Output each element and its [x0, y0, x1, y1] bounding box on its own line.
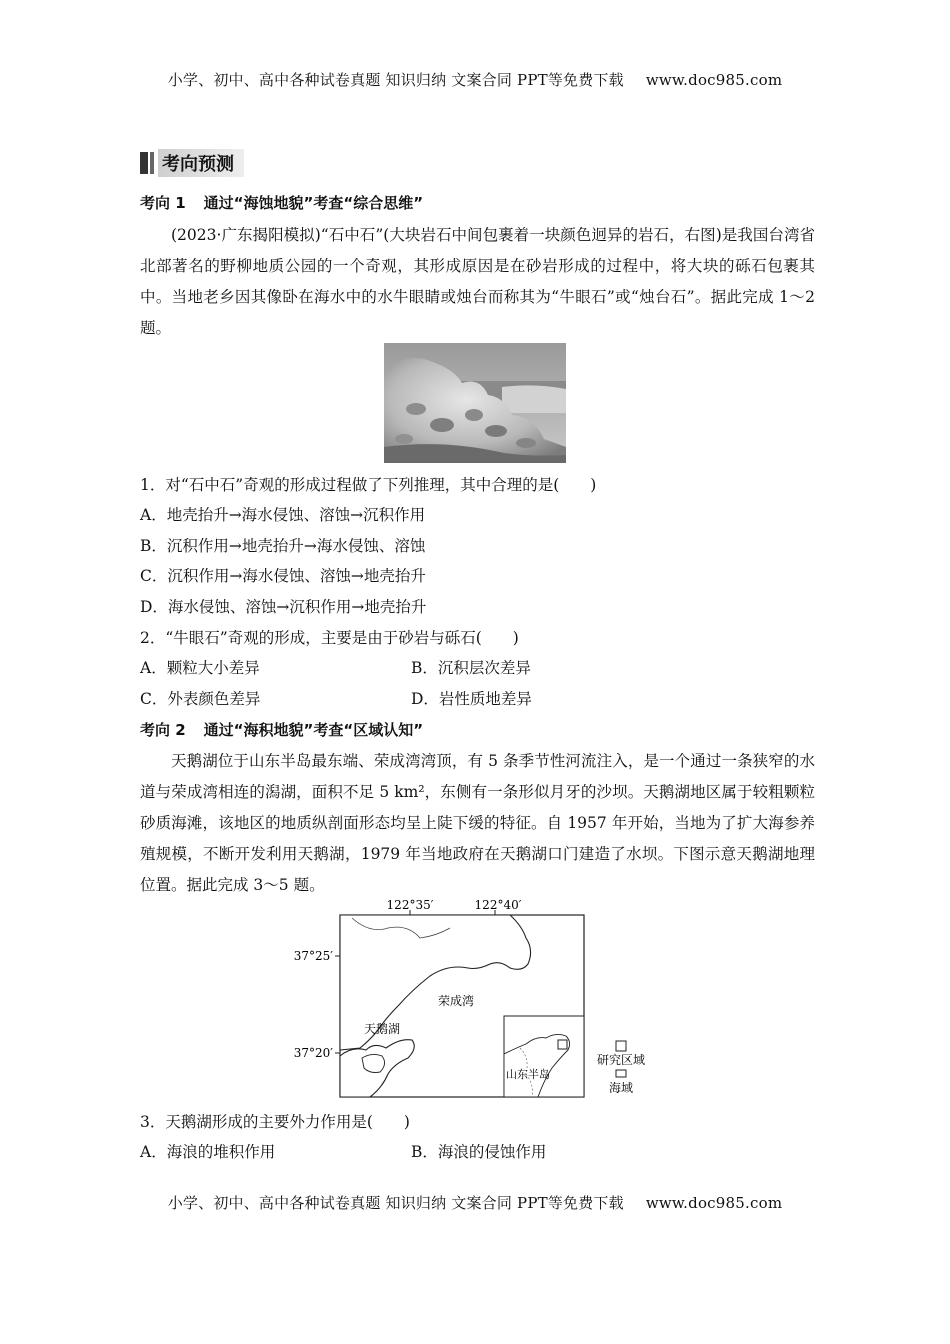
lake-label: 天鹅湖	[364, 1022, 401, 1036]
k1-heading	[140, 192, 815, 214]
inset-label: 山东半岛	[506, 1068, 550, 1081]
bay-label: 荣成湾	[438, 994, 475, 1008]
k2-heading	[140, 719, 815, 741]
k2-passage	[140, 746, 815, 901]
k1-passage	[140, 220, 815, 344]
lat-label-top: 37°25′	[293, 949, 333, 963]
q1-option-c: C．沉积作用→海水侵蚀、溶蚀→地壳抬升	[140, 567, 426, 585]
q3-option-b: B．海浪的侵蚀作用	[411, 1143, 547, 1161]
lon-label-right: 122°40′	[474, 898, 522, 912]
section-title: 考向预测	[158, 149, 244, 177]
inset-study-box	[558, 1040, 567, 1049]
q1-option-d: D．海水侵蚀、溶蚀→沉积作用→地壳抬升	[140, 598, 427, 616]
k2-title: 通过“海积地貌”考查“区域认知”	[203, 721, 424, 739]
footer-banner-url[interactable]: www.doc985.com	[645, 1194, 783, 1212]
q2-option-a: A．颗粒大小差异	[140, 659, 260, 677]
q2-option-c: C．外表颜色差异	[140, 690, 261, 708]
section-heading	[140, 150, 244, 176]
lon-label-left: 122°35′	[386, 898, 434, 912]
q1-stem: 1．对“石中石”奇观的形成过程做了下列推理，其中合理的是( )	[140, 476, 597, 494]
legend-study-label: 研究区域	[596, 1053, 646, 1067]
map-svg	[290, 898, 660, 1103]
q2-option-b: B．沉积层次差异	[411, 659, 531, 677]
k2-label: 考向 2	[140, 721, 186, 739]
k1-passage-text: (2023·广东揭阳模拟)“石中石”(大块岩石中间包裹着一块颜色迥异的岩石，右图)是我国台湾省北部著名的野柳地质公园的一个奇观，其形成原因是在砂岩形成的过程中，将大块的砾石包裹其中。当地老乡因其像卧在海水中的水牛眼睛或烛台而称其为“牛眼石”或“烛台石”。据此完成 1～2 题。	[140, 226, 815, 337]
heading-bar-icon	[140, 152, 148, 174]
k1-title: 通过“海蚀地貌”考查“综合思维”	[203, 194, 424, 212]
legend-sea-label: 海域	[608, 1081, 634, 1095]
q1-option-b: B．沉积作用→地壳抬升→海水侵蚀、溶蚀	[140, 537, 426, 555]
k2-passage-text: 天鹅湖位于山东半岛最东端、荣成湾湾顶，有 5 条季节性河流注入，是一个通过一条狭窄的水道与荣成湾相连的潟湖，面积不足 5 km²，东侧有一条形似月牙的沙坝。天鹅湖地区属于较粗颗粒砂质海滩，该地区的地质纵剖面形态均呈上陡下缓的特征。自 1957 年开始，当地为了扩大海参养殖规模，不断开发利用天鹅湖，1979 年当地政府在天鹅湖口门建造了水坝。下图示意天鹅湖地理位置。据此完成 3～5 题。	[140, 752, 815, 894]
legend-study-icon	[616, 1041, 626, 1051]
header-banner	[0, 69, 950, 90]
k1-label: 考向 1	[140, 194, 186, 212]
swan-lake-map	[290, 898, 660, 1103]
q3-stem: 3．天鹅湖形成的主要外力作用是( )	[140, 1113, 410, 1131]
q2-stem: 2．“牛眼石”奇观的形成，主要是由于砂岩与砾石( )	[140, 629, 519, 647]
rock-photo-image	[384, 343, 566, 463]
heading-bar-icon-2	[150, 152, 154, 174]
q3-option-a: A．海浪的堆积作用	[140, 1143, 276, 1161]
header-banner-url[interactable]: www.doc985.com	[645, 71, 783, 89]
footer-banner-text: 小学、初中、高中各种试卷真题 知识归纳 文案合同 PPT等免费下载	[167, 1194, 624, 1212]
legend-sea-icon	[616, 1070, 626, 1077]
swan-lake-shape	[362, 1054, 385, 1072]
footer-banner	[0, 1192, 950, 1213]
q2-option-d: D．岩性质地差异	[411, 690, 532, 708]
header-banner-text: 小学、初中、高中各种试卷真题 知识归纳 文案合同 PPT等免费下载	[167, 71, 624, 89]
lat-label-bottom: 37°20′	[293, 1046, 333, 1060]
q1-option-a: A．地壳抬升→海水侵蚀、溶蚀→沉积作用	[140, 506, 426, 524]
stone-in-stone-photo	[384, 343, 566, 463]
